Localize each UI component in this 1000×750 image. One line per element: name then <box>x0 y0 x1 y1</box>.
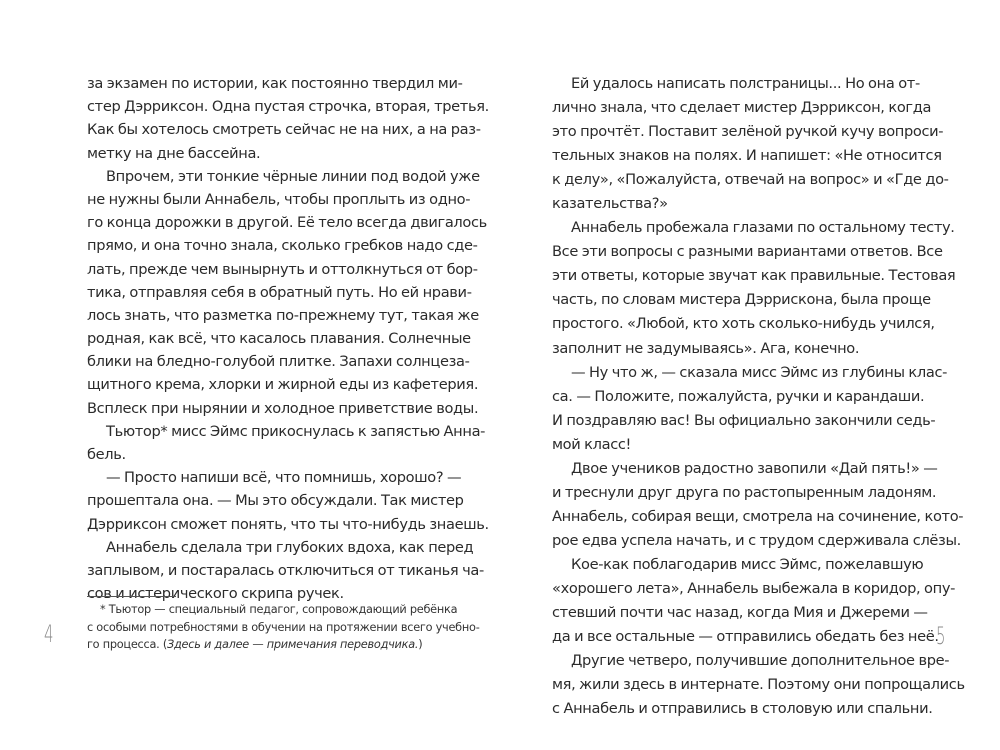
text-line: мя, жили здесь в интернате. Поэтому они попрощались <box>552 676 965 694</box>
text-line: заплывом, и постаралась отключиться от тиканья ча- <box>87 561 484 579</box>
text-line: — Просто напиши всё, что помнишь, хорошо? — <box>106 469 462 487</box>
text-line: стевший почти час назад, когда Мия и Джереми — <box>552 604 928 622</box>
translator-note: Здесь и далее — примечания переводчика. <box>166 638 419 651</box>
text-line: родная, как всё, что касалось плавания. Солнечные <box>87 330 471 348</box>
text-line: метку на дне бассейна. <box>87 144 261 162</box>
text-line: И поздравляю вас! Вы официально закончили седь- <box>552 411 936 429</box>
text-line: казательства?» <box>552 195 668 213</box>
right-page <box>500 0 1000 750</box>
text-line: — Ну что ж, — сказала мисс Эймс из глубины клас- <box>571 363 948 381</box>
footnote-text: ) <box>418 638 423 651</box>
text-line: прямо, и она точно знала, сколько гребков надо сде- <box>87 237 478 255</box>
footnote-line <box>87 636 447 654</box>
text-line: это прочтёт. Поставит зелёной ручкой кучу вопроси- <box>552 123 944 141</box>
text-line: Аннабель сделала три глубоких вдоха, как перед <box>106 538 474 556</box>
text-line: Ей удалось написать полстраницы... Но она от- <box>571 75 920 92</box>
text-line: рое едва успела начать, и с трудом сдерживала слёзы. <box>552 531 961 549</box>
text-line: простого. «Любой, кто хоть сколько-нибудь учился, <box>552 315 935 333</box>
footnote-line: с особыми потребностями в обучении на протяжении всего учебно- <box>87 620 480 634</box>
footnote-line: * Тьютор — специальный педагог, сопровождающий ребёнка <box>100 603 458 616</box>
text-line: мой класс! <box>552 435 632 453</box>
text-line: Двое учеников радостно завопили «Дай пять!» — <box>571 459 938 477</box>
text-line: за экзамен по истории, как постоянно твердил ми- <box>87 75 463 92</box>
text-line: Все эти вопросы с разными вариантами ответов. Все <box>552 243 943 261</box>
text-line: лично знала, что сделает мистер Дэрриксон, когда <box>552 99 932 117</box>
text-line: Впрочем, эти тонкие чёрные линии под водой уже <box>106 167 480 185</box>
footnote-divider <box>87 596 176 597</box>
text-line: с Аннабель и отправились в столовую или спальни. <box>552 700 933 718</box>
text-line: Дэрриксон сможет понять, что ты что-нибудь знаешь. <box>87 515 489 533</box>
text-line: заполнит не задумываясь». Ага, конечно. <box>552 339 860 357</box>
text-line: прошептала она. — Мы это обсуждали. Так мистер <box>87 492 464 510</box>
footnote-text: го процесса. ( <box>87 638 167 651</box>
page-number: 4 <box>44 620 54 648</box>
text-line: са. — Положите, пожалуйста, ручки и карандаши. <box>552 387 925 405</box>
text-line: щитного крема, хлорки и жирной еды из кафетерия. <box>87 376 479 394</box>
text-line: «хорошего лета», Аннабель выбежала в коридор, опу- <box>552 579 956 597</box>
text-line: стер Дэрриксон. Одна пустая строчка, вторая, третья. <box>87 98 489 116</box>
text-line: и треснули друг друга по растопыренным ладоням. <box>552 483 937 501</box>
right-page-body <box>552 72 965 721</box>
text-line: Всплеск при нырянии и холодное приветствие воды. <box>87 399 479 417</box>
text-line: тика, отправляя себя в обратный путь. Но ей нрави- <box>87 283 472 301</box>
text-line: бель. <box>87 446 126 463</box>
text-line: эти ответы, которые звучат как правильные. Тестовая <box>552 267 956 285</box>
text-line: Аннабель, собирая вещи, смотрела на сочинение, кото- <box>552 507 964 525</box>
text-line: лось знать, что разметка по-прежнему тут, такая же <box>87 306 479 324</box>
left-page-body <box>87 72 489 605</box>
footnote <box>87 601 480 654</box>
text-line: го конца дорожки в другой. Её тело всегда двигалось <box>87 214 487 232</box>
text-line: Тьютор* мисс Эймс прикоснулась к запястью Анна- <box>106 422 486 440</box>
text-line: Аннабель пробежала глазами по остальному тесту. <box>571 219 955 237</box>
text-line: не нужны были Аннабель, чтобы проплыть из одно- <box>87 190 471 208</box>
text-line: да и все остальные — отправились обедать без неё. <box>552 628 939 646</box>
text-line: Кое-как поблагодарив мисс Эймс, пожелавшую <box>571 555 924 573</box>
text-line: тельных знаков на полях. И напишет: «Не относится <box>552 147 942 165</box>
text-line: Как бы хотелось смотреть сейчас не на них, а на раз- <box>87 121 481 139</box>
text-line: блики на бледно-голубой плитке. Запахи солнцеза- <box>87 353 470 371</box>
page-number: 5 <box>936 622 946 650</box>
text-line: Другие четверо, получившие дополнительное вре- <box>571 652 950 670</box>
text-line: к делу», «Пожалуйста, отвечай на вопрос» и «Где до- <box>552 171 949 189</box>
text-line: лать, прежде чем вынырнуть и оттолкнуться от бор- <box>87 260 478 278</box>
text-line: часть, по словам мистера Дэррискона, была проще <box>552 291 931 309</box>
text-line: сов и истерического скрипа ручек. <box>87 585 344 603</box>
